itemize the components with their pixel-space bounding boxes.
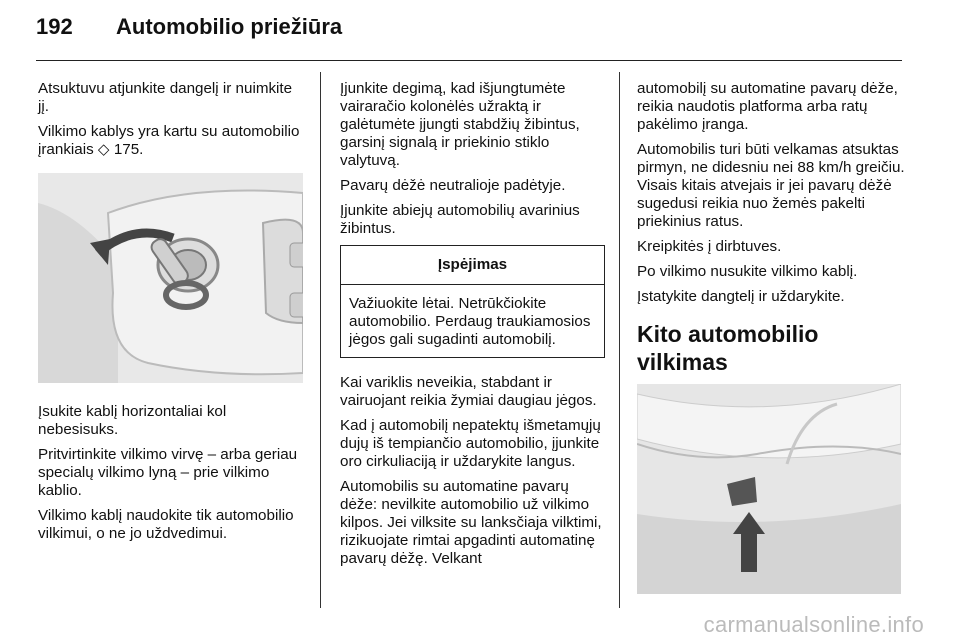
page-header: [36, 14, 342, 50]
paragraph: Kreipkitės į dirbtuves.: [637, 238, 782, 255]
paragraph: Vilkimo kablys yra kartu su automobilio įrankiais ◇ 175.: [38, 123, 300, 158]
tow-hook-illustration: [38, 173, 303, 383]
watermark: carmanualsonline.info: [703, 612, 924, 637]
paragraph: Įjunkite degimą, kad išjungtumėte vairaračio kolonėlės užraktą ir galėtumėte įjungti stabdžių žibintus, garsinį signalą ir priekinio stiklo valytuvą.: [340, 80, 580, 169]
page-number: 192: [36, 14, 73, 39]
column-3: [637, 80, 905, 594]
paragraph: Automobilis turi būti velkamas atsuktas pirmyn, ne didesniu nei 88 km/h greičiu. Visais kitais atvejais ir jei pavarų dėžė sugedusi reikia nuo žemės pakelti priekinius ratus.: [637, 141, 905, 230]
column-divider-1: [320, 72, 321, 608]
paragraph: Įsukite kablį horizontaliai kol nebesisuks.: [38, 403, 227, 438]
section-title: Automobilio priežiūra: [116, 14, 343, 39]
rear-tow-eye-illustration: [637, 384, 901, 594]
warning-text: Važiuokite lėtai. Netrūkčiokite automobilio. Perdaug traukiamosios jėgos gali sugadinti automobilį.: [349, 295, 591, 348]
paragraph: Kad į automobilį nepatektų išmetamųjų dujų iš tempiančio automobilio, įjunkite oro cirkuliaciją ir uždarykite langus.: [340, 417, 601, 470]
header-rule: [36, 60, 902, 61]
paragraph: Pritvirtinkite vilkimo virvę – arba geriau specialų vilkimo lyną – prie vilkimo kablio.: [38, 446, 298, 499]
warning-box: [340, 245, 605, 358]
paragraph: Pavarų dėžė neutralioje padėtyje.: [340, 177, 566, 194]
paragraph: automobilį su automatine pavarų dėže, reikia naudotis platforma arba ratų pakėlimo įranga.: [637, 80, 898, 133]
column-2: [340, 80, 605, 575]
paragraph: Įjunkite abiejų automobilių avarinius žibintus.: [340, 202, 580, 237]
paragraph: Vilkimo kablį naudokite tik automobilio vilkimui, o ne jo uždvedimui.: [38, 507, 294, 542]
column-1: [38, 80, 306, 550]
paragraph: Kai variklis neveikia, stabdant ir vairuojant reikia žymiai daugiau jėgos.: [340, 374, 597, 409]
section-heading: Kito automobilio vilkimas: [637, 321, 819, 375]
warning-title: Įspėjimas: [341, 246, 604, 285]
paragraph: Įstatykite dangtelį ir uždarykite.: [637, 288, 845, 305]
paragraph: Po vilkimo nusukite vilkimo kablį.: [637, 263, 858, 280]
paragraph: Automobilis su automatine pavarų dėže: nevilkite automobilio už vilkimo kilpos. Jei vilksite su lanksčiaja vilktimi, rizikuojate rimtai apgadinti automatinę pavarų dėžę. Velkant: [340, 478, 602, 567]
column-divider-2: [619, 72, 620, 608]
paragraph: Atsuktuvu atjunkite dangelį ir nuimkite jį.: [38, 80, 293, 115]
